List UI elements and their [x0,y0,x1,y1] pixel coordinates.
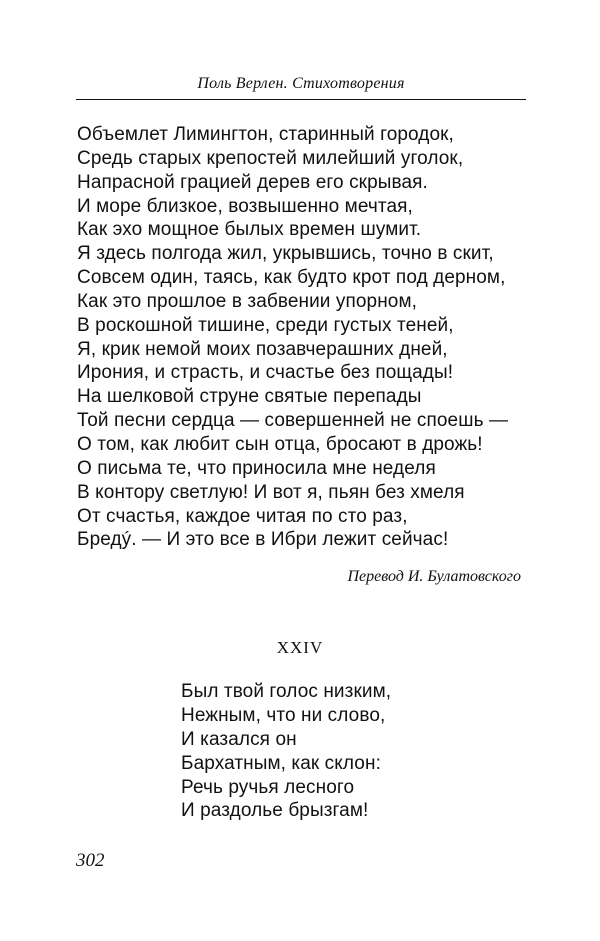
poem-line: Я, крик немой моих позавчерашних дней, [77,338,448,360]
poem-line: Как эхо мощное былых времен шумит. [77,219,422,241]
poem-line: Объемлет Лимингтон, старинный городок, [77,124,454,145]
poem-line: Был твой голос низким, [181,681,392,702]
poem-line: Средь старых крепостей милейший уголок, [77,147,464,169]
poem-line: И раздолье брызгам! [181,800,369,822]
poem-line: Совсем один, таясь, как будто крот под дерном, [77,267,506,289]
poem-line: В контору светлую! И вот я, пьян без хмеля [77,481,465,503]
poem-line: От счастья, каждое читая по сто раз, [77,505,408,527]
poem-line: На шелковой струне святые перепады [77,386,422,408]
poem-number: XXIV [276,638,324,657]
poem-line: И море близкое, возвышенно мечтая, [77,195,413,217]
poem-line: Ирония, и страсть, и счастье без пощады! [77,362,454,384]
poem-line: Я здесь полгода жил, укрывшись, точно в скит, [77,243,494,265]
poem-line: О том, как любит сын отца, бросают в дрожь! [77,433,483,455]
running-head: Поль Верлен. Стихотворения [197,75,405,92]
poem-line: Бархатным, как склон: [181,752,381,774]
poem-line: Речь ручья лесного [181,776,355,798]
poem-line: И казался он [181,728,297,750]
poem-body [77,123,537,552]
translator-credit: Перевод И. Булатовского [347,568,521,585]
poem-line: Нежным, что ни слово, [181,704,386,726]
poem-line: Как это прошлое в забвении упорном, [77,290,418,312]
poem-line: О письма те, что приносила мне неделя [77,457,436,479]
poem-line: В роскошной тишине, среди густых теней, [77,314,454,336]
poem-line: Той песни сердца — совершенней не споешь — [77,410,509,432]
poem-line: Напрасной грацией дерев его скрывая. [77,171,428,193]
page-number: 302 [76,850,105,871]
poem-line: Бредý. — И это все в Ибри лежит сейчас! [77,529,449,551]
poem-body [181,680,461,823]
header-rule [76,99,526,100]
